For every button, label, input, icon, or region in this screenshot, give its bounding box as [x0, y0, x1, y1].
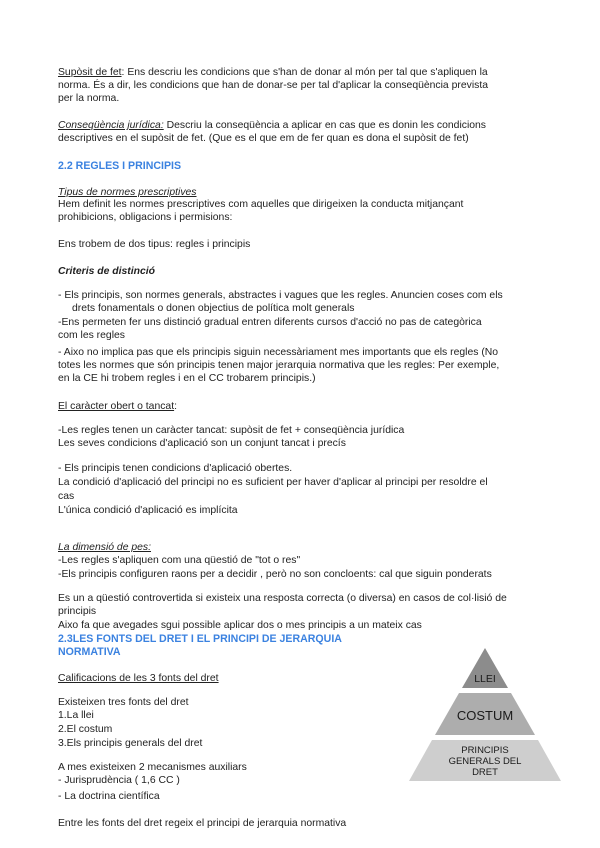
dimensio-l2: -Els principis configuren raons per a decidir , però no son concloents: cal que siguin ponderats — [58, 569, 492, 580]
criteris-b2-l2: com les regles — [58, 330, 125, 341]
fonts-intro: Existeixen tres fonts del dret — [58, 697, 189, 708]
caracter-l5: cas — [58, 491, 75, 502]
criteris-b1-l2: drets fonamentals o donen objectius de política molt generals — [72, 303, 355, 314]
fonts-aux-2: - La doctrina científica — [58, 791, 160, 802]
caracter-l4: La condició d'aplicació del principi no es suficient per haver d'aplicar al principi per resoldre el — [58, 477, 488, 488]
fonts-item-3: 3.Els principis generals del dret — [58, 738, 203, 749]
suposit-line-3: per la norma. — [58, 93, 120, 104]
dimensio-l4: principis — [58, 606, 97, 617]
consequencia-def: Descriu la conseqüència a aplicar en cas que es donin les condicions — [163, 120, 487, 131]
consequencia-term: Conseqüència jurídica: — [58, 120, 164, 131]
tipus-line-2: prohibicions, obligacions i permisions: — [58, 212, 233, 223]
criteris-title: Criteris de distinció — [58, 266, 156, 277]
criteris-b2-l1: -Ens permeten fer uns distinció gradual entren diferents cursos d'acció no pas de categòrica — [58, 317, 482, 328]
suposit-line-2: norma. És a dir, les condicions que han de donar-se per tal d'aplicar la conseqüència prevista — [58, 80, 488, 91]
heading-fonts-dret: 2.3LES FONTS DEL DRET I EL PRINCIPI DE JERARQUIA — [58, 633, 342, 645]
tipus-title: Tipus de normes prescriptives — [58, 187, 197, 198]
pyramid-label-principis-1: PRINCIPIS — [461, 745, 509, 756]
fonts-item-2: 2.El costum — [58, 724, 113, 735]
caracter-l1: -Les regles tenen un caràcter tancat: supòsit de fet + conseqüència jurídica — [58, 425, 405, 436]
criteris-b1-l1: - Els principis, son normes generals, abstractes i vagues que les regles. Anuncien coses com els — [58, 290, 503, 301]
fonts-item-1: 1.La llei — [58, 710, 94, 721]
heading-regles-principis: 2.2 REGLES I PRINCIPIS — [58, 160, 182, 172]
fonts-aux-1: - Jurisprudència ( 1,6 CC ) — [58, 775, 180, 786]
suposit-term: Supòsit de fet — [58, 67, 122, 78]
criteris-b3-l3: en la CE hi trobem regles i en el CC trobarem principis.) — [58, 373, 316, 384]
suposit-def: : Ens descriu les condicions que s'han de donar al món per tal que s'apliquen la — [121, 67, 488, 78]
dimensio-l5: Aixo fa que avegades sgui possible aplicar dos o mes principis a un mateix cas — [58, 620, 422, 631]
criteris-b3-l2: totes les normes que són principis tenen major jerarquia normativa que les regles: Per exemple, — [58, 360, 500, 371]
caracter-title: El caràcter obert o tancat — [58, 401, 175, 412]
caracter-colon: : — [174, 401, 177, 412]
tipus-line-3: Ens trobem de dos tipus: regles i principis — [58, 239, 251, 250]
pyramid-label-costum: COSTUM — [456, 708, 514, 723]
dimensio-title: La dimensió de pes: — [58, 542, 151, 553]
fonts-closing: Entre les fonts del dret regeix el principi de jerarquia normativa — [58, 818, 347, 829]
criteris-b3-l1: - Aixo no implica pas que els principis siguin necessàriament mes importants que els regles (No — [58, 347, 499, 358]
fonts-title: Calificacions de les 3 fonts del dret — [58, 673, 219, 684]
caracter-l2: Les seves condicions d'aplicació son un conjunt tancat i precís — [58, 438, 346, 449]
dimensio-l1: -Les regles s'apliquen com una qüestió de "tot o res" — [58, 555, 301, 566]
tipus-line-1: Hem definit les normes prescriptives com aquelles que dirigeixen la conducta mitjançant — [58, 199, 464, 210]
pyramid-label-principis-2: GENERALS DEL — [448, 756, 522, 767]
caracter-l6: L'única condició d'aplicació es implícita — [58, 505, 238, 516]
caracter-l3: - Els principis tenen condicions d'aplicació obertes. — [58, 463, 293, 474]
dimensio-l3: Es un a qüestió controvertida si existeix una resposta correcta (o diversa) en casos de col·lisió de — [58, 593, 507, 604]
heading-fonts-dret-2: NORMATIVA — [58, 646, 121, 658]
pyramid-label-llei: LLEI — [474, 673, 496, 685]
fonts-aux-intro: A mes existeixen 2 mecanismes auxiliars — [58, 762, 247, 773]
consequencia-line-2: descriptives en el supòsit de fet. (Que es el que em de fer quan es dona el supòsit de fet) — [58, 133, 469, 144]
pyramid-label-principis-3: DRET — [472, 767, 498, 778]
